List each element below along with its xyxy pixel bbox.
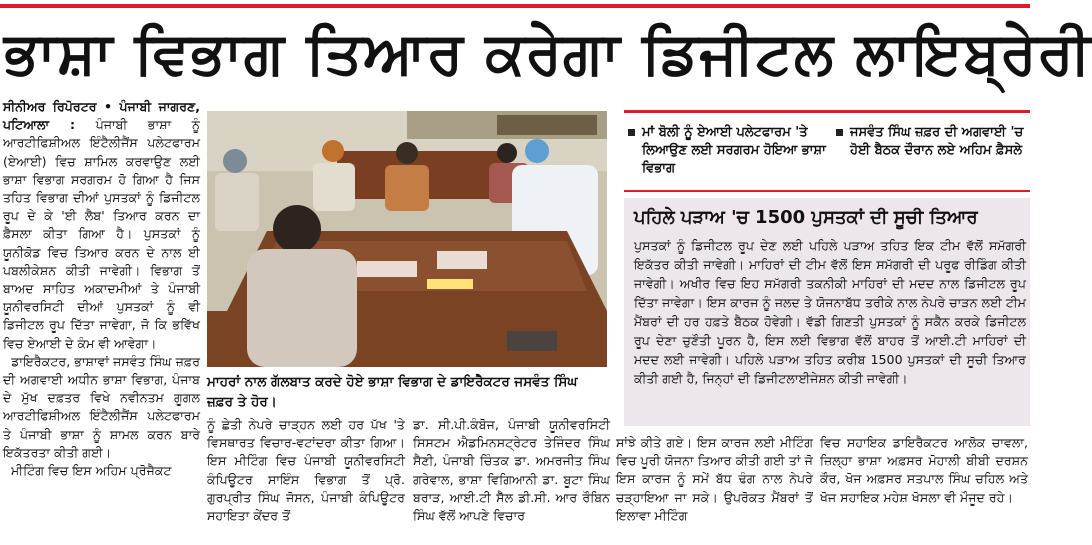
highlight-2-text: ਜਸਵੰਤ ਸਿੰਘ ਜ਼ਫ਼ਰ ਦੀ ਅਗਵਾਈ 'ਚ ਹੋਈ ਬੈਠਕ ਦੌਰਾਨ ਲਏ ਅਹਿਮ ਫ਼ੈਸਲੇ [850,125,1024,158]
article-text-1: ਪੰਜਾਬੀ ਭਾਸ਼ਾ ਨੂੰ ਆਰਟੀਫਿਸ਼ੀਅਲ ਇੰਟੈਲੀਜੈਂਸ ਪਲੇਟਫਾਰਮ (ਏਆਈ) ਵਿਚ ਸ਼ਾਮਿਲ ਕਰਵਾਉਣ ਲਈ ਭਾਸ਼ਾ ਵਿਭਾਗ ਸਰਗਰਮ ਹੋ ਗਿਆ ਹੈ ਜਿਸ ਤਹਿਤ ਵਿਭਾਗ ਦੀਆਂ ਪੁਸਤਕਾਂ ਨੂੰ ਡਿਜੀਟਲ ਰੂਪ ਦੇ ਕੇ 'ਈ ਲੈਬ' ਤਿਆਰ ਕਰਨ ਦਾ ਫ਼ੈਸਲਾ ਕੀਤਾ ਗਿਆ ਹੈ। ਪੁਸਤਕਾਂ ਨੂੰ ਯੂਨੀਕੋਡ ਵਿਚ ਤਿਆਰ ਕਰਨ ਦੇ ਨਾਲ ਈ ਪਬਲੀਕੇਸ਼ਨ ਕੀਤੀ ਜਾਵੇਗੀ। ਵਿਭਾਗ ਤੋਂ ਬਾਅਦ ਸਾਹਿਤ ਅਕਾਦਮੀਆਂ ਤੇ ਪੰਜਾਬੀ ਯੂਨੀਵਰਸਿਟੀ ਦੀਆਂ ਪੁਸਤਕਾਂ ਨੂੰ ਵੀ ਡਿਜੀਟਲ ਰੂਪ ਦਿੱਤਾ ਜਾਵੇਗਾ, ਜੋ ਕਿ ਭਵਿੱਖ ਵਿਚ ਏਆਈ ਦੇ ਕੰਮ ਵੀ ਆਵੇਗਾ। ਡਾਇਰੈਕਟਰ, ਭਾਸ਼ਾਵਾਂ ਜਸਵੰਤ ਸਿੰਘ ਜ਼ਫ਼ਰ ਦੀ ਅਗਵਾਈ ਅਧੀਨ ਭਾਸ਼ਾ ਵਿਭਾਗ, ਪੰਜਾਬ ਦੇ ਮੁੱਖ ਦਫ਼ਤਰ ਵਿਖੇ ਨਵੀਨਤਮ ਗੂਗਲ ਆਰਟੀਫਿਸ਼ੀਅਲ ਇੰਟੈਲੀਜੈਂਸ ਪਲੇਟਫਾਰਮ ਤੇ ਪੰਜਾਬੀ ਭਾਸ਼ਾ ਨੂੰ ਸ਼ਾਮਲ ਕਰਨ ਬਾਰੇ ਇਕੱਤਰਤਾ ਕੀਤੀ ਗਈ। ਮੀਟਿੰਗ ਵਿਚ ਇਸ ਅਹਿਮ ਪ੍ਰੋਜੈਕਟ [3,117,200,479]
top-red-rule [0,4,1030,8]
byline: ਸੀਨੀਅਰ ਰਿਪੋਰਟਰ • ਪੰਜਾਬੀ ਜਾਗਰਣ, ਪਟਿਆਲਾ : [3,99,205,133]
highlight-1-text: ਮਾਂ ਬੋਲੀ ਨੂੰ ਏਆਈ ਪਲੇਟਫਾਰਮ 'ਤੇ ਲਿਆਉਣ ਲਈ ਸਰਗਰਮ ਹੋਇਆ ਭਾਸ਼ਾ ਵਿਭਾਗ [642,125,826,176]
highlight-2 [838,124,1026,160]
article-column-2: ਨੂੰ ਛੇਤੀ ਨੇਪਰੇ ਚਾੜ੍ਹਨ ਲਈ ਹਰ ਪੱਖ 'ਤੇ ਵਿਸਥਾਰਤ ਵਿਚਾਰ-ਵਟਾਂਦਰਾ ਕੀਤਾ ਗਿਆ। ਇਸ ਮੀਟਿੰਗ ਵਿਚ ਪੰਜਾਬੀ ਯੂਨੀਵਰਸਿਟੀ ਕੰਪਿਊਟਰ ਸਾਇੰਸ ਵਿਭਾਗ ਤੋਂ ਪ੍ਰੋ. ਗੁਰਪ੍ਰੀਤ ਸਿੰਘ ਜੋਸਨ, ਪੰਜਾਬੀ ਕੰਪਿਊਟਰ ਸਹਾਇਤਾ ਕੇਂਦਰ ਤੋਂ [207,417,410,524]
article-column-1 [3,98,205,543]
article-column-3: ਡਾ. ਸੀ.ਪੀ.ਕੰਬੋਜ, ਪੰਜਾਬੀ ਯੂਨੀਵਰਸਿਟੀ ਸਿਸਟਮ ਐਡਮਿਨਸਟ੍ਰੇਟਰ ਤੇਜਿੰਦਰ ਸਿੰਘ ਸੈਣੀ, ਪੰਜਾਬੀ ਚਿੰਤਕ ਡਾ. ਅਮਰਜੀਤ ਸਿੰਘ ਗਰੇਵਾਲ, ਭਾਸ਼ਾ ਵਿਗਿਆਨੀ ਡਾ. ਬੂਟਾ ਸਿੰਘ ਬਰਾੜ, ਆਈ.ਟੀ ਸੈੱਲ ਡੀ.ਸੀ. ਆਰ ਰੌਬਿਨ ਸਿੰਘ ਵੱਲੋਂ ਆਪਣੇ ਵਿਚਾਰ [413,417,615,524]
highlight-1 [630,124,826,178]
meeting-photo [207,111,607,367]
headline: ਭਾਸ਼ਾ ਵਿਭਾਗ ਤਿਆਰ ਕਰੇਗਾ ਡਿਜੀਟਲ ਲਾਇਬ੍ਰੇਰੀ [4,19,1092,87]
sidebox-title: ਪਹਿਲੇ ਪੜਾਅ 'ਚ 1500 ਪੁਸਤਕਾਂ ਦੀ ਸੂਚੀ ਤਿਆਰ [634,207,978,228]
highlights-bar [624,114,1030,190]
photo-caption: ਮਾਹਰਾਂ ਨਾਲ ਗੱਲਬਾਤ ਕਰਦੇ ਹੋਏ ਭਾਸ਼ਾ ਵਿਭਾਗ ਦੇ ਡਾਇਰੈਕਟਰ ਜਸਵੰਤ ਸਿੰਘ ਜ਼ਫ਼ਰ ਤੇ ਹੋਰ। [207,374,578,410]
sidebox [624,198,1030,426]
article-column-4: ਸਾਂਝੇ ਕੀਤੇ ਗਏ। ਇਸ ਕਾਰਜ ਲਈ ਮੀਟਿੰਗ ਵਿਚ ਪੂਰੀ ਯੋਜਨਾ ਤਿਆਰ ਕੀਤੀ ਗਈ ਤਾਂ ਜੋ ਇਸ ਕਾਰਜ ਨੂੰ ਸਮੇਂ ਬੱਧ ਢੰਗ ਨਾਲ ਨੇਪਰੇ ਚੜ੍ਹਾਇਆ ਜਾ ਸਕੇ। ਉਪਰੋਕਤ ਮੈਂਬਰਾਂ ਤੋਂ ਇਲਾਵਾ ਮੀਟਿੰਗ [616,435,818,523]
meeting-photo-illustration [207,111,607,367]
sidebox-body: ਪੁਸਤਕਾਂ ਨੂੰ ਡਿਜੀਟਲ ਰੂਪ ਦੇਣ ਲਈ ਪਹਿਲੇ ਪੜਾਅ ਤਹਿਤ ਇਕ ਟੀਮ ਵੱਲੋਂ ਸਮੱਗਰੀ ਇਕੱਤਰ ਕੀਤੀ ਜਾਵੇਗੀ। ਮਾਹਿਰਾਂ ਦੀ ਟੀਮ ਵੱਲੋਂ ਇਸ ਸਮੱਗਰੀ ਦੀ ਪਰੂਫ ਰੀਡਿੰਗ ਕੀਤੀ ਜਾਵੇਗੀ। ਅਖੀਰ ਵਿਚ ਇਹ ਸਮੱਗਰੀ ਤਕਨੀਕੀ ਮਾਹਿਰਾਂ ਦੀ ਮਦਦ ਨਾਲ ਡਿਜੀਟਲ ਰੂਪ ਦਿੱਤਾ ਜਾਵੇਗਾ। ਇਸ ਕਾਰਜ ਨੂੰ ਜਲਦ ਤੇ ਯੋਜਨਾਬੱਧ ਤਰੀਕੇ ਨਾਲ ਨੇਪਰੇ ਚਾੜਨ ਲਈ ਟੀਮ ਮੈਂਬਰਾਂ ਦੀ ਹਰ ਹਫ਼ਤੇ ਬੈਠਕ ਹੋਵੇਗੀ। ਵੱਡੀ ਗਿਣਤੀ ਪੁਸਤਕਾਂ ਨੂੰ ਸਕੈਨ ਕਰਕੇ ਡਿਜੀਟਲ ਰੂਪ ਦੇਣਾ ਚੁਣੌਤੀ ਪੂਰਨ ਹੈ, ਇਸ ਲਈ ਵਿਭਾਗ ਵੱਲੋਂ ਬਾਹਰ ਤੋਂ ਆਈ.ਟੀ ਮਾਹਿਰਾਂ ਦੀ ਮਦਦ ਲਈ ਜਾਵੇਗੀ। ਪਹਿਲੇ ਪੜਾਅ ਤਹਿਤ ਕਰੀਬ 1500 ਪੁਸਤਕਾਂ ਦੀ ਸੂਚੀ ਤਿਆਰ ਕੀਤੀ ਗਈ ਹੈ, ਜਿਨ੍ਹਾਂ ਦੀ ਡਿਜੀਟਲਾਈਜੇਸ਼ਨ ਕੀਤੀ ਜਾਵੇਗੀ। [634,238,1031,386]
highlights-bottom-rule [624,190,1030,192]
highlights-top-rule [624,110,1030,113]
article-column-5: ਵਿਚ ਸਹਾਇਕ ਡਾਇਰੈਕਟਰ ਆਲੋਕ ਚਾਵਲਾ, ਜ਼ਿਲ੍ਹਾ ਭਾਸ਼ਾ ਅਫ਼ਸਰ ਮੋਹਾਲੀ ਬੀਬੀ ਦਰਸ਼ਨ ਕੌਰ, ਖੋਜ ਅਫ਼ਸਰ ਸਤਪਾਲ ਸਿੰਘ ਚਹਿਲ ਅਤੇ ਖੋਜ ਸਹਾਇਕ ਮਹੇਸ਼ ਖੋਸਲਾ ਵੀ ਮੌਜੂਦ ਰਹੇ। [820,435,1033,505]
